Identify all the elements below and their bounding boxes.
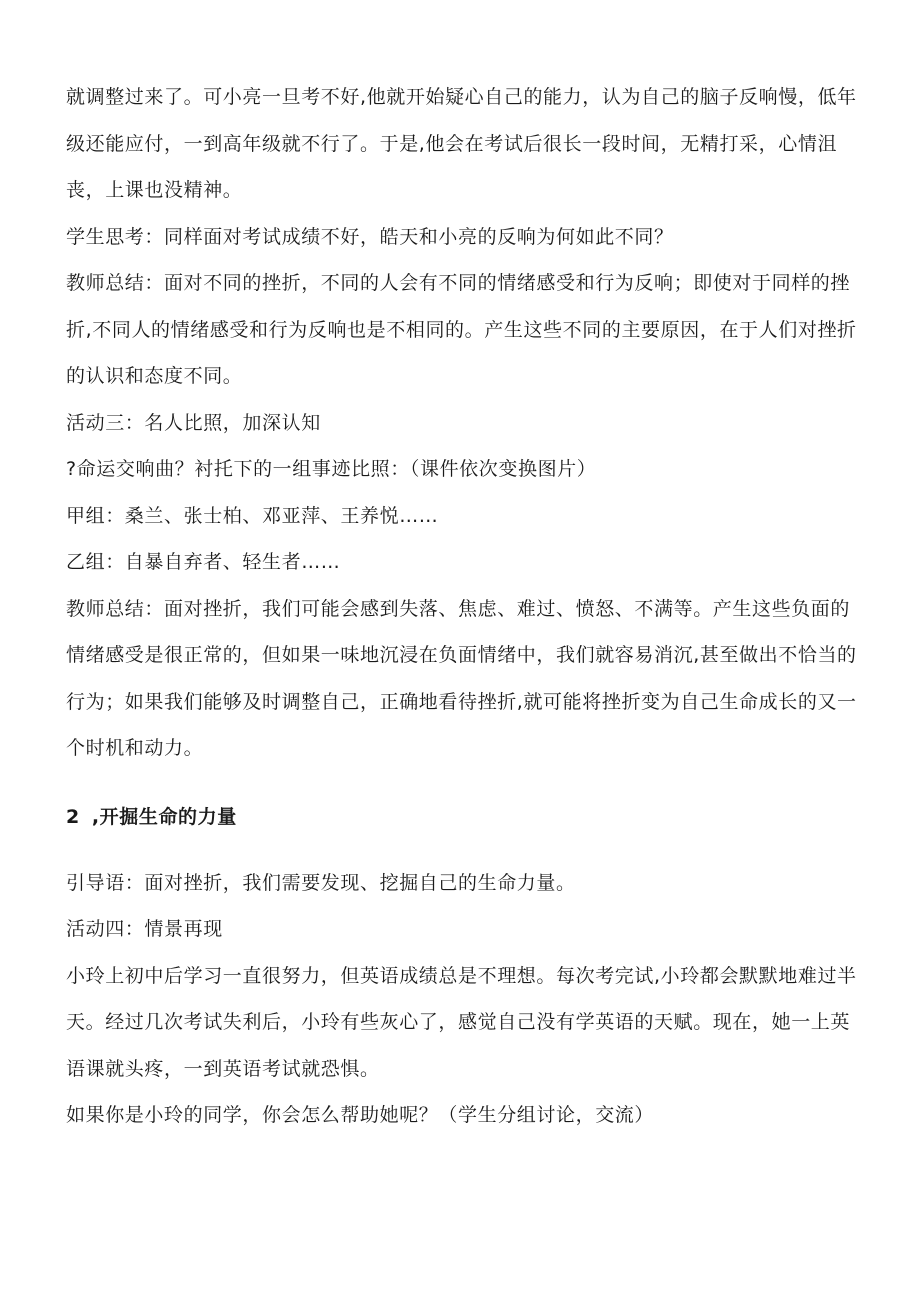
paragraph-guiding-words: 引导语：面对挫折，我们需要发现、挖掘自己的生命力量。 bbox=[66, 871, 576, 894]
paragraph-teacher-summary-1: 教师总结：面对不同的挫折，不同的人会有不同的情绪感受和行为反响；即使对于同样的挫折,不同人的情绪感受和行为反响也是不相同的。产生这些不同的主要原因，在于人们对挫折的认识和态度不同。 bbox=[66, 272, 857, 387]
paragraph-continued-xiaoliang: 就调整过来了。可小亮一旦考不好,他就开始疑心自己的能力，认为自己的脑子反响慢，低年级还能应付，一到高年级就不行了。于是,他会在考试后很长一段时间，无精打采，心情沮丧，上课也没精神。 bbox=[66, 86, 857, 201]
paragraph-symphony-comparison: ?命运交响曲？衬托下的一组事迹比照：（课件依次变换图片） bbox=[66, 458, 597, 480]
paragraph-activity-three: 活动三：名人比照，加深认知 bbox=[66, 411, 321, 434]
paragraph-student-thinking: 学生思考：同样面对考试成绩不好，皓天和小亮的反响为何如此不同？ bbox=[66, 225, 674, 248]
paragraph-teacher-summary-2: 教师总结：面对挫折，我们可能会感到失落、焦虑、难过、愤怒、不满等。产生这些负面的情绪感受是很正常的，但如果一味地沉浸在负面情绪中，我们就容易消沉,甚至做出不恰当的行为；如果我们能够及时调整自己，正确地看待挫折,就可能将挫折变为自己生命成长的又一个时机和动力。 bbox=[66, 597, 857, 759]
paragraph-activity-four: 活动四：情景再现 bbox=[66, 918, 223, 940]
paragraph-discussion-question: 如果你是小玲的同学，你会怎么帮助她呢？（学生分组讨论，交流） bbox=[66, 1104, 655, 1126]
section-title: ,开掘生命的力量 bbox=[91, 805, 237, 828]
section-heading bbox=[66, 794, 866, 840]
document-page bbox=[66, 74, 866, 1139]
paragraph-group-b: 乙组：自暴自弃者、轻生者…… bbox=[66, 551, 341, 573]
paragraph-xiaoling-story: 小玲上初中后学习一直很努力，但英语成绩总是不理想。每次考完试,小玲都会默默地难过半天。经过几次考试失利后，小玲有些灰心了，感觉自己没有学英语的天赋。现在，她一上英语课就头疼，一到英语考试就恐惧。 bbox=[66, 964, 857, 1080]
section-number: 2 bbox=[66, 805, 80, 828]
paragraph-group-a: 甲组：桑兰、张士柏、邓亚萍、王养悦…… bbox=[66, 504, 439, 527]
